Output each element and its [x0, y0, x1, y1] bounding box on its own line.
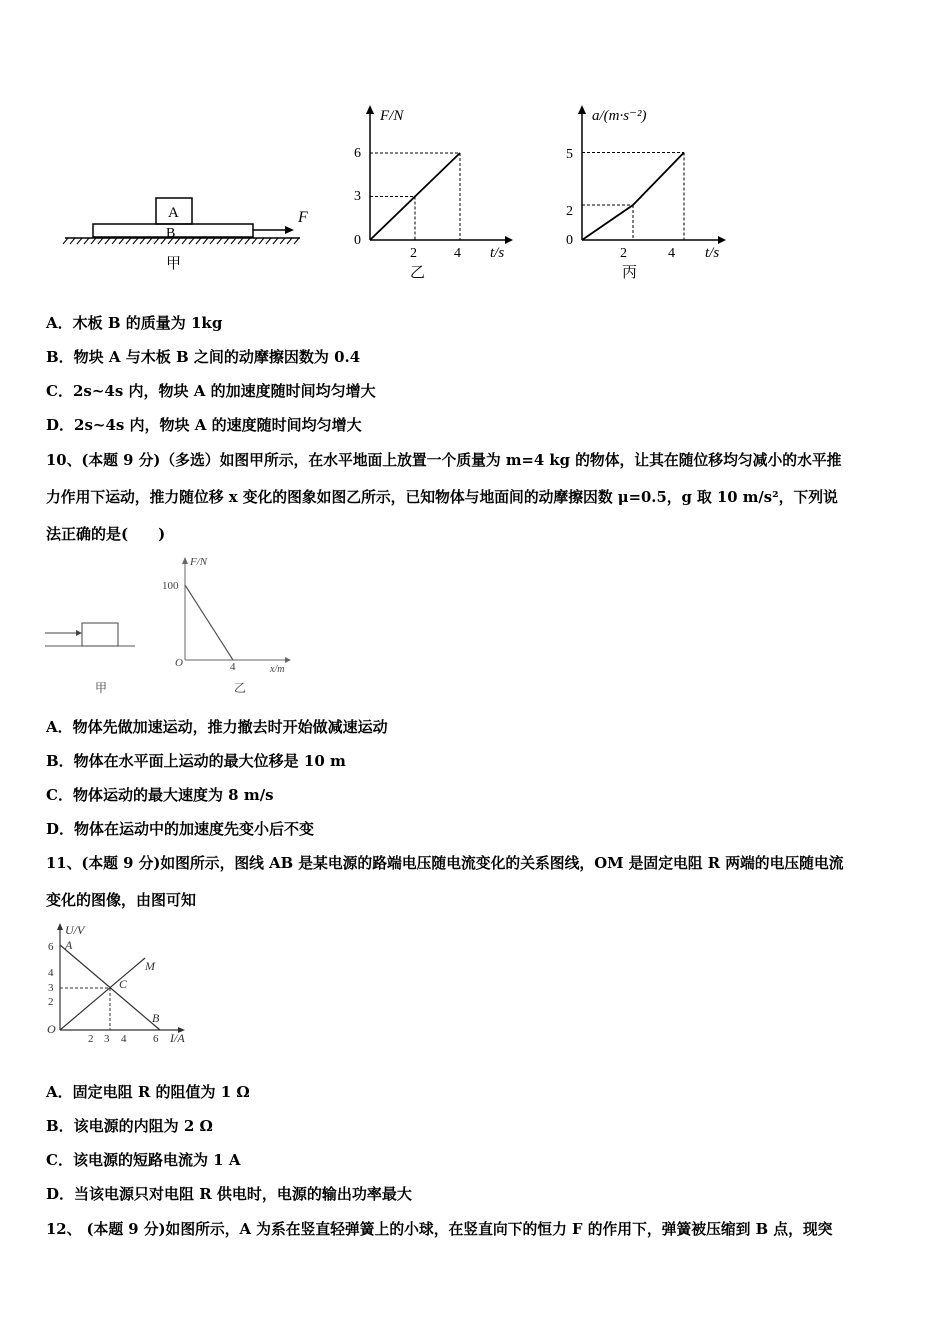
q9-option-b: B．物块 A 与木板 B 之间的动摩擦因数为 0.4 [46, 348, 361, 366]
push-arrowhead [76, 630, 82, 636]
label-m: M [145, 959, 155, 973]
caption-bing: 丙 [622, 265, 638, 281]
q10-option-b: B．物体在水平面上运动的最大位移是 10 m [46, 752, 346, 770]
y-axis-arrow [366, 105, 374, 114]
q10-option-d: D．物体在运动中的加速度先变小后不变 [46, 820, 315, 838]
data-marks [582, 153, 684, 241]
q10-option-c: C．物体运动的最大速度为 8 m/s [46, 786, 274, 804]
q11-option-a: A．固定电阻 R 的阻值为 1 Ω [46, 1083, 250, 1101]
hatch-mark [112, 238, 117, 244]
q10-stem-line-3: 法正确的是( ) [46, 525, 166, 543]
data-marks [370, 153, 460, 240]
hatch-mark [147, 238, 152, 244]
q11-option-c: C．该电源的短路电流为 1 A [46, 1151, 241, 1169]
hatch-mark [259, 238, 264, 244]
label-c: C [119, 977, 128, 991]
hatch-mark [287, 238, 292, 244]
hatch-mark [175, 238, 180, 244]
y-axis-label: a/(m·s⁻²) [592, 108, 647, 124]
x-tick-4: 4 [668, 246, 675, 261]
caption-yi: 乙 [234, 681, 247, 695]
figure-q10 [40, 550, 310, 700]
caption-yi: 乙 [410, 265, 426, 281]
hatch-mark [63, 238, 68, 244]
x-axis-label: t/s [490, 245, 505, 261]
force-line [185, 585, 233, 660]
q10-stem-line-1: 10、(本题 9 分)（多选）如图甲所示，在水平地面上放置一个质量为 m=4 kg 的物体，让其在随位移均匀减小的水平推 [46, 452, 842, 469]
hatch-mark [161, 238, 166, 244]
x-tick-3: 3 [104, 1033, 110, 1045]
q11-stem-line-2: 变化的图像，由图可知 [46, 891, 197, 909]
force-label: F [298, 209, 308, 226]
y-axis-label: U/V [65, 923, 85, 937]
q11-option-d: D．当该电源只对电阻 R 供电时，电源的输出功率最大 [46, 1185, 412, 1203]
caption-jia: 甲 [95, 681, 108, 695]
figure-bing-accel-time [560, 100, 740, 285]
board-b-label: B [166, 226, 176, 241]
force-arrowhead [285, 226, 294, 234]
x-axis-label: t/s [705, 245, 720, 261]
hatch-mark [231, 238, 236, 244]
hatch-mark [84, 238, 89, 244]
caption-jia: 甲 [166, 256, 182, 272]
y-tick-5: 5 [566, 147, 573, 162]
y-tick-3: 3 [48, 982, 54, 994]
x-axis-arrow [505, 236, 513, 244]
hatch-mark [77, 238, 82, 244]
hatch-mark [280, 238, 285, 244]
x-tick-4: 4 [121, 1033, 127, 1045]
hatch-mark [224, 238, 229, 244]
block-a-label: A [168, 205, 179, 221]
x-axis-arrow [285, 657, 291, 663]
y-tick-2: 2 [48, 996, 54, 1008]
hatch-mark [154, 238, 159, 244]
q9-option-c: C．2s~4s 内，物块 A 的加速度随时间均匀增大 [46, 382, 376, 400]
x-tick-4: 4 [454, 246, 461, 261]
hatch-mark [252, 238, 257, 244]
hatch-mark [70, 238, 75, 244]
label-a: A [65, 938, 73, 952]
ground-hatch [63, 238, 299, 244]
q11-stem-line-1: 11、(本题 9 分)如图所示，图线 AB 是某电源的路端电压随电流变化的关系图线，OM 是固定电阻 R 两端的电压随电流 [46, 855, 844, 872]
y-tick-3: 3 [354, 189, 361, 204]
hatch-mark [182, 238, 187, 244]
x-axis-label: I/A [170, 1031, 185, 1045]
y-tick-2: 2 [566, 204, 573, 219]
y-tick-0: 0 [566, 233, 573, 248]
hatch-mark [119, 238, 124, 244]
x-tick-2: 2 [620, 246, 627, 261]
q12-stem-line-1: 12、 (本题 9 分)如图所示，A 为系在竖直轻弹簧上的小球，在竖直向下的恒力 F 的作用下，弹簧被压缩到 B 点，现突 [46, 1221, 833, 1238]
x-tick-6: 6 [153, 1033, 159, 1045]
label-b: B [152, 1011, 160, 1025]
y-tick-4: 4 [48, 967, 54, 979]
x-axis-arrow [718, 236, 726, 244]
q9-option-a: A．木板 B 的质量为 1kg [46, 314, 223, 332]
hatch-mark [189, 238, 194, 244]
hatch-mark [245, 238, 250, 244]
y-tick-6: 6 [48, 941, 54, 953]
object-block [82, 623, 118, 646]
hatch-mark [217, 238, 222, 244]
x-tick-2: 2 [410, 246, 417, 261]
y-axis-label: F/N [190, 556, 208, 568]
hatch-mark [91, 238, 96, 244]
origin-label: O [47, 1022, 56, 1036]
hatch-mark [133, 238, 138, 244]
y-axis-arrow [182, 557, 188, 564]
origin-label: O [175, 657, 183, 669]
q10-option-a: A．物体先做加速运动，推力撤去时开始做减速运动 [46, 718, 388, 736]
hatch-mark [196, 238, 201, 244]
q9-option-d: D．2s~4s 内，物块 A 的速度随时间均匀增大 [46, 416, 362, 434]
hatch-mark [126, 238, 131, 244]
figure-yi-force-time [345, 100, 520, 285]
hatch-mark [238, 238, 243, 244]
y-axis-arrow [578, 105, 586, 114]
hatch-mark [105, 238, 110, 244]
q11-option-b: B．该电源的内阻为 2 Ω [46, 1117, 213, 1135]
y-axis-label: F/N [380, 108, 404, 124]
figure-q11-ui-graph [40, 920, 200, 1050]
x-tick-2: 2 [88, 1033, 94, 1045]
hatch-mark [273, 238, 278, 244]
q10-stem-line-2: 力作用下运动，推力随位移 x 变化的图象如图乙所示，已知物体与地面间的动摩擦因数 μ=0.5，g 取 10 m/s²，下列说 [46, 489, 838, 506]
hatch-mark [210, 238, 215, 244]
hatch-mark [203, 238, 208, 244]
hatch-mark [266, 238, 271, 244]
y-tick-100: 100 [162, 580, 179, 592]
line-om [60, 958, 145, 1030]
y-axis-arrow [57, 923, 63, 930]
x-axis-label: x/m [270, 664, 285, 675]
x-tick-4: 4 [230, 661, 236, 673]
y-tick-6: 6 [354, 146, 361, 161]
figure-jia-blocks [60, 190, 320, 275]
hatch-mark [98, 238, 103, 244]
hatch-mark [140, 238, 145, 244]
y-tick-0: 0 [354, 233, 361, 248]
hatch-mark [294, 238, 299, 244]
